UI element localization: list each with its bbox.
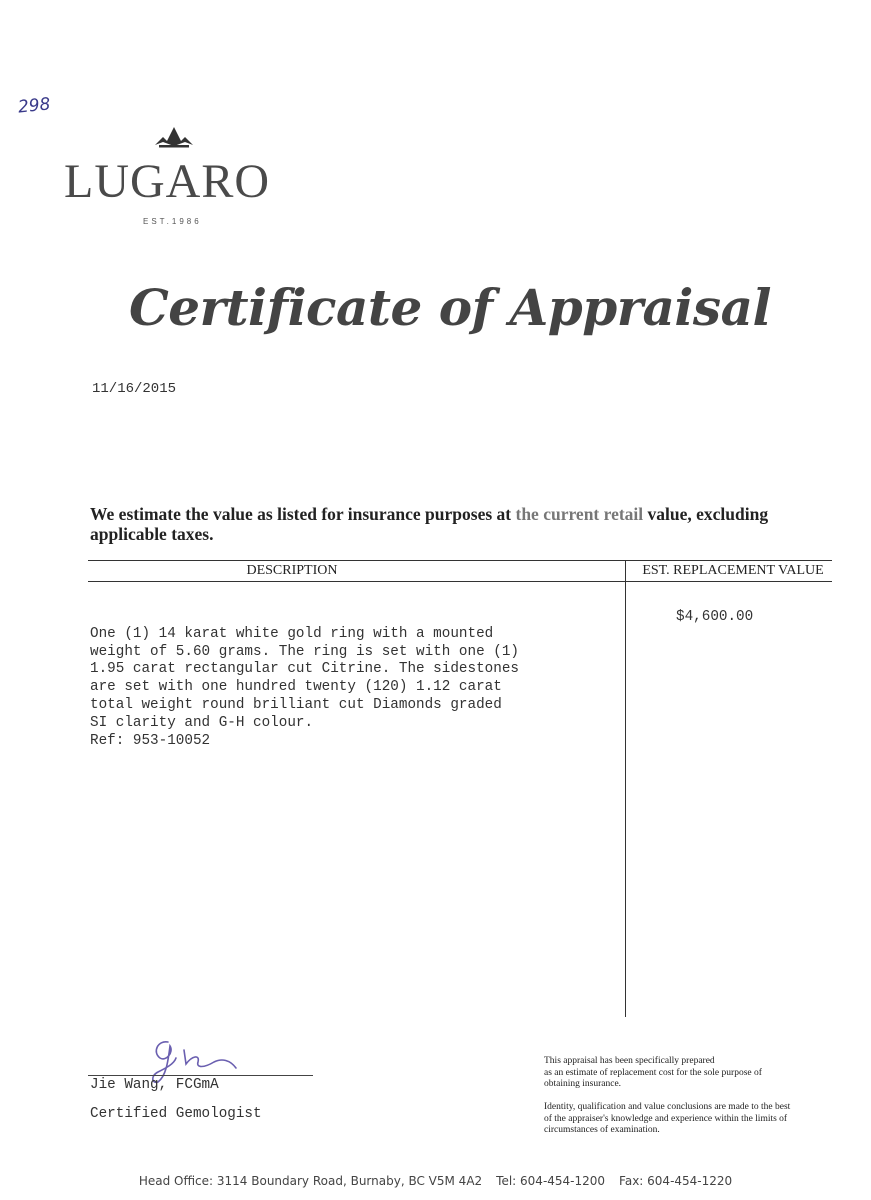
footer-contact [0, 1174, 871, 1188]
statement-part-3: value, excluding applicable taxes. [90, 504, 769, 544]
crown-logo-icon [155, 127, 193, 149]
footer-address: Head Office: 3114 Boundary Road, Burnaby, BC V5M 4A2 [138, 1174, 483, 1188]
signer-name: Jie Wang, FCGmA [90, 1077, 219, 1093]
handwritten-page-number: 298 [17, 94, 52, 118]
reference-number: Ref: 953-10052 [90, 733, 211, 749]
item-description [90, 608, 519, 733]
replacement-value: $4,600.00 [676, 609, 754, 625]
disclaimer-line: This appraisal has been specifically prepared [544, 1056, 715, 1066]
footer-fax: Fax: 604-454-1220 [619, 1174, 733, 1188]
description-line: One (1) 14 karat white gold ring with a mounted [90, 625, 494, 642]
disclaimer-line: as an estimate of replacement cost for the sole purpose of [544, 1067, 762, 1078]
disclaimer-line: circumstances of examination. [544, 1125, 660, 1135]
disclaimer-purpose [544, 1056, 839, 1091]
statement-part-2: the current retail [515, 504, 644, 524]
statement-part-1: We estimate the value as listed for insurance purposes at [90, 504, 516, 524]
description-line: weight of 5.60 grams. The ring is set with one (1) [90, 643, 519, 660]
signature-line [88, 1075, 313, 1076]
table-column-divider [625, 560, 626, 1017]
description-column-header: DESCRIPTION [246, 563, 338, 578]
company-established: EST.1986 [143, 217, 202, 226]
signer-title: Certified Gemologist [90, 1106, 262, 1122]
description-line: SI clarity and G-H colour. [90, 714, 314, 731]
footer-phone: Tel: 604-454-1200 [496, 1174, 606, 1188]
company-logo-name: LUGARO [64, 155, 270, 208]
value-column-header: EST. REPLACEMENT VALUE [642, 563, 824, 578]
valuation-statement [90, 504, 840, 544]
description-line: 1.95 carat rectangular cut Citrine. The sidestones [90, 661, 519, 678]
disclaimer-line: obtaining insurance. [544, 1079, 622, 1089]
disclaimer-line: Identity, qualification and value conclusions are made to the best [544, 1102, 791, 1112]
disclaimer-conclusions [544, 1102, 839, 1137]
table-top-rule [88, 560, 832, 561]
table-header-rule [88, 581, 832, 582]
description-line: total weight round brilliant cut Diamonds graded [90, 696, 502, 713]
document-title: Certificate of Appraisal [129, 278, 771, 337]
disclaimer-line: of the appraiser's knowledge and experience within the limits of [544, 1113, 788, 1124]
appraisal-date: 11/16/2015 [92, 381, 177, 397]
description-line: are set with one hundred twenty (120) 1.12 carat [90, 679, 502, 696]
